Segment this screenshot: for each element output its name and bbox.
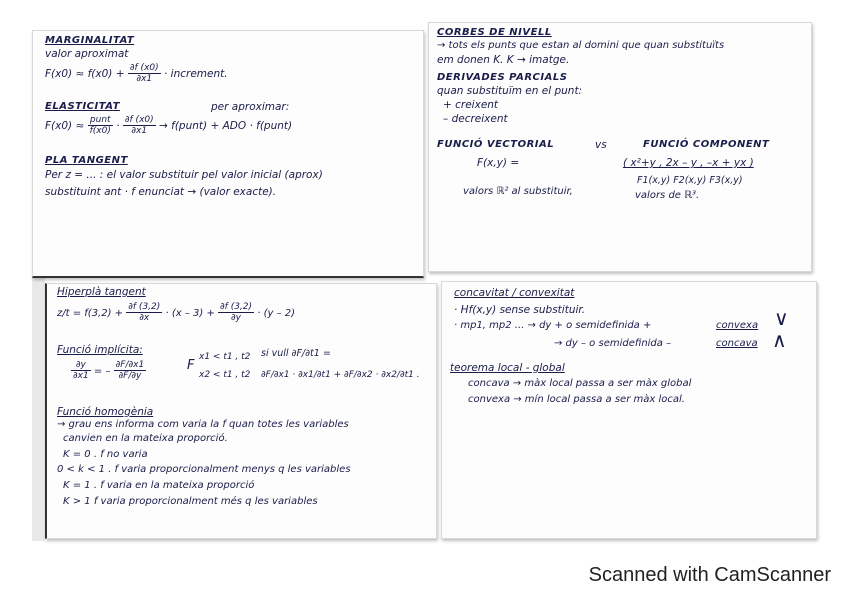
implicita-chain: ∂F/∂x1 · ∂x1/∂t1 + ∂F/∂x2 · ∂x2/∂t1 . xyxy=(261,370,420,380)
fraction-numerator: ∂f (x0) xyxy=(124,115,154,125)
implicita-heading: Funció implícita: xyxy=(57,344,143,356)
fraction-numerator: ∂f (x0) xyxy=(129,63,159,73)
fraction-denominator: f(x0) xyxy=(89,126,111,137)
implicita-tree-bottom: x2 < t1 , t2 xyxy=(199,370,251,380)
implicita-rhs xyxy=(114,360,147,382)
fraction-denominator: ∂x1 xyxy=(136,74,153,85)
funcio-vs: vs xyxy=(595,139,607,151)
teorema-line-1: concava → màx local passa a ser màx global xyxy=(468,378,692,389)
elasticitat-heading: ELASTICITAT xyxy=(45,101,120,112)
fraction-numerator: ∂f (3,2) xyxy=(128,302,161,312)
fraction-denominator: ∂x xyxy=(139,313,150,324)
implicita-tree-root: F xyxy=(187,358,195,373)
fraction-denominator: ∂x1 xyxy=(73,371,89,382)
homogenia-line-1: → grau ens informa com varia la f quan totes les variables xyxy=(57,419,349,430)
funcio-valors-left: valors ℝ² al substituir, xyxy=(463,186,573,197)
page-shadow xyxy=(32,278,45,541)
elasticitat-formula: F(x0) ≈ $\frac{\text{punt}}{f(x0)}$ · $\frac{\partial f (x0)}{\partial x1}$ → f(punt) + ADO · f(punt) xyxy=(45,115,293,137)
convexa-label: convexa xyxy=(716,320,759,331)
homogenia-line-4: 0 < k < 1 . f varia proporcionalment menys q les variables xyxy=(57,464,351,475)
hiperpla-heading: Hiperplà tangent xyxy=(57,286,146,298)
implicita-tree-top: x1 < t1 , t2 xyxy=(199,352,251,362)
elasticitat-note: per aproximar: xyxy=(211,101,290,113)
scanned-watermark: Scanned with CamScanner xyxy=(588,564,831,586)
elasticitat-fraction-2 xyxy=(123,115,156,137)
concavitat-line-2: · mp1, mp2 ... → dy + o semidefinida + xyxy=(454,320,652,331)
concave-symbol: ∧ xyxy=(772,328,787,352)
fraction-denominator: ∂F/∂y xyxy=(118,371,142,382)
note-card-corbes-nivell xyxy=(428,22,812,272)
concavitat-heading: concavitat / convexitat xyxy=(454,287,575,299)
funcio-components: ( x²+y , 2x – y , –x + yx ) xyxy=(623,157,754,169)
elasticitat-approx: → f(punt) + ADO · f(punt) xyxy=(158,119,293,132)
fraction-denominator: ∂y xyxy=(231,313,242,324)
hiperpla-fraction-2 xyxy=(218,302,254,324)
homogenia-heading: Funció homogènia xyxy=(57,406,154,418)
homogenia-line-3: K = 0 . f no varia xyxy=(63,449,148,460)
fraction-numerator: ∂f (3,2) xyxy=(220,302,253,312)
funcio-vectorial-heading: FUNCIÓ VECTORIAL xyxy=(437,139,555,150)
derivades-line-1: quan substituïm en el punt: xyxy=(437,85,583,97)
hiperpla-tail: · (y – 2) xyxy=(257,307,296,319)
marginalitat-heading: MARGINALITAT xyxy=(45,35,135,46)
marginalitat-formula xyxy=(45,63,228,85)
corbes-line-1: → tots els punts que estan al domini que quan substituïts xyxy=(437,40,725,51)
implicita-formula xyxy=(71,360,146,382)
implicita-lhs xyxy=(71,360,91,382)
concava-label: concava xyxy=(716,338,758,349)
marginalitat-subtitle: valor aproximat xyxy=(45,48,129,60)
hiperpla-formula xyxy=(57,302,295,324)
hiperpla-fraction-1 xyxy=(126,302,162,324)
concavitat-line-3: → dy – o semidefinida – xyxy=(554,338,672,349)
note-card-hiperpla xyxy=(45,283,437,539)
fraction-numerator: punt xyxy=(88,115,113,126)
teorema-heading: teorema local - global xyxy=(450,362,565,374)
elasticitat-formula-left: F(x0) ≈ xyxy=(45,119,85,132)
marginalitat-formula-left: F(x0) ≈ f(x0) + xyxy=(45,67,125,80)
homogenia-line-2: canvien en la mateixa proporció. xyxy=(63,433,228,444)
note-card-marginalitat xyxy=(32,30,424,278)
note-card-concavitat xyxy=(441,281,817,539)
hiperpla-mid: · (x – 3) + xyxy=(165,307,215,319)
pla-tangent-heading: PLA TANGENT xyxy=(45,155,128,166)
homogenia-line-6: K > 1 f varia proporcionalment més q les variables xyxy=(63,496,318,507)
fraction-denominator: ∂x1 xyxy=(131,126,148,137)
pla-tangent-line-1: Per z = ... : el valor substituir pel valor inicial (aprox) xyxy=(45,169,323,181)
implicita-eq: = – xyxy=(93,365,111,377)
teorema-line-2: convexa → mín local passa a ser màx local. xyxy=(468,394,685,405)
homogenia-line-5: K = 1 . f varia en la mateixa proporció xyxy=(63,480,255,491)
marginalitat-fraction xyxy=(128,63,161,85)
fraction-numerator: ∂F/∂x1 xyxy=(115,360,145,370)
fraction-numerator: ∂y xyxy=(71,360,91,371)
funcio-lhs: F(x,y) = xyxy=(477,157,520,169)
funcio-component-labels: F1(x,y) F2(x,y) F3(x,y) xyxy=(637,175,743,186)
hiperpla-lhs: z/t = f(3,2) + xyxy=(57,307,124,319)
concavitat-line-1: · Hf(x,y) sense substituir. xyxy=(454,304,586,316)
marginalitat-formula-right: · increment. xyxy=(163,67,228,80)
elasticitat-fraction-1 xyxy=(88,115,113,137)
derivades-heading: DERIVADES PARCIALS xyxy=(437,72,568,83)
derivades-line-3: – decreixent xyxy=(443,113,508,125)
implicita-si-vull: si vull ∂F/∂t1 = xyxy=(261,348,331,359)
convex-symbol: ∨ xyxy=(774,306,789,330)
funcio-valors-right: valors de ℝ³. xyxy=(635,190,700,201)
corbes-line-2: em donen K. K → imatge. xyxy=(437,54,570,66)
corbes-heading: CORBES DE NIVELL xyxy=(437,27,552,38)
derivades-line-2: + creixent xyxy=(443,99,499,111)
pla-tangent-line-2: substituint ant · f enunciat → (valor exacte). xyxy=(45,186,277,198)
funcio-component-heading: FUNCIÓ COMPONENT xyxy=(643,139,770,150)
